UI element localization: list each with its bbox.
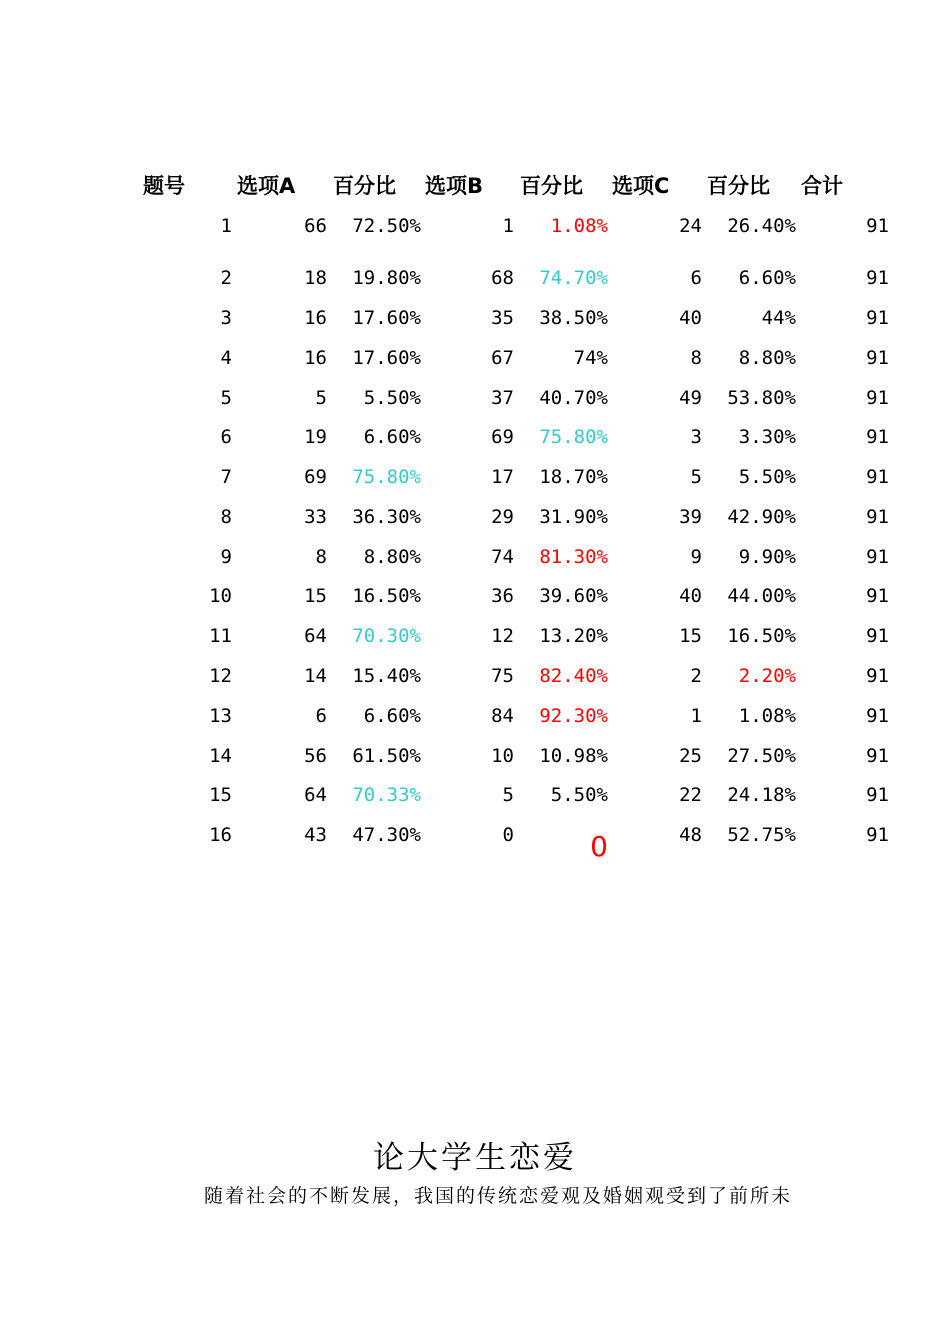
cell-option-a-percent: 70.33% bbox=[352, 784, 421, 806]
cell-option-c-count: 5 bbox=[690, 466, 702, 488]
cell-option-a-percent: 17.60% bbox=[352, 347, 421, 369]
cell-option-b-percent: 13.20% bbox=[539, 625, 608, 647]
cell-option-b-percent: 0 bbox=[590, 830, 608, 863]
cell-option-a-count: 33 bbox=[304, 506, 327, 528]
cell-option-c-percent: 26.40% bbox=[727, 215, 796, 237]
article-text: 随着社会的不断发展，我国的传统恋爱观及婚姻观受到了前所未 bbox=[203, 1185, 792, 1207]
cell-option-b-percent: 10.98% bbox=[539, 745, 608, 767]
cell-option-b-count: 0 bbox=[502, 824, 514, 846]
cell-option-a-percent: 8.80% bbox=[363, 546, 421, 568]
cell-total: 91 bbox=[866, 267, 889, 289]
cell-option-b-percent: 75.80% bbox=[539, 426, 608, 448]
header-option-b: 选项B bbox=[425, 174, 484, 198]
cell-option-a-count: 8 bbox=[315, 546, 327, 568]
cell-option-a-count: 16 bbox=[304, 347, 327, 369]
cell-option-a-percent: 72.50% bbox=[352, 215, 421, 237]
cell-total: 91 bbox=[866, 625, 889, 647]
cell-option-b-percent: 38.50% bbox=[539, 307, 608, 329]
cell-option-a-percent: 47.30% bbox=[352, 824, 421, 846]
cell-option-b-count: 67 bbox=[491, 347, 514, 369]
cell-question-no: 15 bbox=[209, 784, 232, 806]
cell-option-a-count: 5 bbox=[315, 387, 327, 409]
cell-option-b-count: 29 bbox=[491, 506, 514, 528]
cell-option-a-percent: 16.50% bbox=[352, 585, 421, 607]
cell-option-a-percent: 70.30% bbox=[352, 625, 421, 647]
cell-total: 91 bbox=[866, 215, 889, 237]
cell-option-b-count: 68 bbox=[491, 267, 514, 289]
cell-option-b-count: 35 bbox=[491, 307, 514, 329]
cell-total: 91 bbox=[866, 506, 889, 528]
cell-question-no: 9 bbox=[220, 546, 232, 568]
cell-question-no: 16 bbox=[209, 824, 232, 846]
cell-option-a-count: 56 bbox=[304, 745, 327, 767]
cell-option-c-count: 48 bbox=[679, 824, 702, 846]
cell-option-c-percent: 9.90% bbox=[738, 546, 796, 568]
cell-question-no: 14 bbox=[209, 745, 232, 767]
cell-option-a-percent: 6.60% bbox=[363, 705, 421, 727]
cell-option-c-count: 40 bbox=[679, 585, 702, 607]
cell-option-c-count: 8 bbox=[690, 347, 702, 369]
cell-option-c-count: 6 bbox=[690, 267, 702, 289]
cell-option-b-percent: 40.70% bbox=[539, 387, 608, 409]
cell-option-b-percent: 18.70% bbox=[539, 466, 608, 488]
cell-total: 91 bbox=[866, 665, 889, 687]
cell-option-a-percent: 5.50% bbox=[363, 387, 421, 409]
cell-option-c-count: 40 bbox=[679, 307, 702, 329]
cell-option-a-percent: 75.80% bbox=[352, 466, 421, 488]
cell-option-a-count: 14 bbox=[304, 665, 327, 687]
cell-option-b-percent: 74.70% bbox=[539, 267, 608, 289]
cell-question-no: 10 bbox=[209, 585, 232, 607]
cell-option-b-count: 75 bbox=[491, 665, 514, 687]
cell-option-b-percent: 92.30% bbox=[539, 705, 608, 727]
cell-question-no: 12 bbox=[209, 665, 232, 687]
cell-option-c-count: 3 bbox=[690, 426, 702, 448]
cell-question-no: 13 bbox=[209, 705, 232, 727]
cell-option-a-count: 18 bbox=[304, 267, 327, 289]
cell-option-c-percent: 53.80% bbox=[727, 387, 796, 409]
cell-option-a-percent: 6.60% bbox=[363, 426, 421, 448]
cell-option-b-percent: 5.50% bbox=[550, 784, 608, 806]
cell-option-c-count: 2 bbox=[690, 665, 702, 687]
cell-option-c-percent: 2.20% bbox=[738, 665, 796, 687]
cell-question-no: 3 bbox=[220, 307, 232, 329]
cell-total: 91 bbox=[866, 347, 889, 369]
cell-option-a-count: 64 bbox=[304, 784, 327, 806]
cell-option-b-percent: 1.08% bbox=[550, 215, 608, 237]
cell-option-c-count: 39 bbox=[679, 506, 702, 528]
cell-option-a-count: 43 bbox=[304, 824, 327, 846]
header-percent-b: 百分比 bbox=[520, 174, 583, 198]
header-option-c: 选项C bbox=[612, 174, 670, 198]
cell-option-b-count: 5 bbox=[502, 784, 514, 806]
cell-total: 91 bbox=[866, 307, 889, 329]
cell-option-c-count: 15 bbox=[679, 625, 702, 647]
cell-option-a-count: 66 bbox=[304, 215, 327, 237]
cell-option-a-percent: 19.80% bbox=[352, 267, 421, 289]
cell-option-a-count: 15 bbox=[304, 585, 327, 607]
cell-total: 91 bbox=[866, 546, 889, 568]
cell-option-c-count: 22 bbox=[679, 784, 702, 806]
cell-option-c-percent: 1.08% bbox=[738, 705, 796, 727]
cell-question-no: 7 bbox=[220, 466, 232, 488]
cell-option-c-percent: 27.50% bbox=[727, 745, 796, 767]
cell-option-a-count: 16 bbox=[304, 307, 327, 329]
cell-option-b-count: 37 bbox=[491, 387, 514, 409]
cell-option-a-percent: 61.50% bbox=[352, 745, 421, 767]
header-percent-a: 百分比 bbox=[333, 174, 396, 198]
cell-option-c-count: 49 bbox=[679, 387, 702, 409]
cell-question-no: 5 bbox=[220, 387, 232, 409]
cell-option-a-percent: 17.60% bbox=[352, 307, 421, 329]
cell-option-a-count: 69 bbox=[304, 466, 327, 488]
cell-option-c-percent: 44.00% bbox=[727, 585, 796, 607]
cell-option-a-count: 64 bbox=[304, 625, 327, 647]
cell-option-b-count: 1 bbox=[502, 215, 514, 237]
cell-option-a-count: 19 bbox=[304, 426, 327, 448]
cell-option-c-percent: 8.80% bbox=[738, 347, 796, 369]
cell-option-b-percent: 31.90% bbox=[539, 506, 608, 528]
cell-option-c-percent: 24.18% bbox=[727, 784, 796, 806]
cell-option-a-percent: 36.30% bbox=[352, 506, 421, 528]
cell-option-a-count: 6 bbox=[315, 705, 327, 727]
cell-question-no: 1 bbox=[220, 215, 232, 237]
cell-option-c-percent: 16.50% bbox=[727, 625, 796, 647]
cell-option-c-percent: 5.50% bbox=[738, 466, 796, 488]
cell-question-no: 6 bbox=[220, 426, 232, 448]
cell-total: 91 bbox=[866, 745, 889, 767]
cell-total: 91 bbox=[866, 705, 889, 727]
cell-option-a-percent: 15.40% bbox=[352, 665, 421, 687]
cell-option-b-count: 69 bbox=[491, 426, 514, 448]
cell-option-c-percent: 52.75% bbox=[727, 824, 796, 846]
cell-option-b-percent: 74% bbox=[573, 347, 608, 369]
cell-option-b-percent: 39.60% bbox=[539, 585, 608, 607]
cell-question-no: 8 bbox=[220, 506, 232, 528]
cell-option-b-count: 36 bbox=[491, 585, 514, 607]
cell-question-no: 4 bbox=[220, 347, 232, 369]
header-option-a: 选项A bbox=[237, 174, 296, 198]
cell-option-c-percent: 44% bbox=[761, 307, 796, 329]
cell-option-b-count: 12 bbox=[491, 625, 514, 647]
cell-option-c-count: 9 bbox=[690, 546, 702, 568]
cell-option-c-count: 25 bbox=[679, 745, 702, 767]
cell-option-b-count: 84 bbox=[491, 705, 514, 727]
cell-option-b-percent: 82.40% bbox=[539, 665, 608, 687]
cell-option-b-count: 74 bbox=[491, 546, 514, 568]
cell-option-c-percent: 42.90% bbox=[727, 506, 796, 528]
cell-option-b-percent: 81.30% bbox=[539, 546, 608, 568]
header-total: 合计 bbox=[801, 174, 843, 198]
cell-total: 91 bbox=[866, 387, 889, 409]
cell-total: 91 bbox=[866, 585, 889, 607]
cell-question-no: 11 bbox=[209, 625, 232, 647]
header-no: 题号 bbox=[143, 174, 185, 198]
cell-option-b-count: 17 bbox=[491, 466, 514, 488]
cell-question-no: 2 bbox=[220, 267, 232, 289]
cell-option-c-percent: 6.60% bbox=[738, 267, 796, 289]
cell-option-c-count: 24 bbox=[679, 215, 702, 237]
cell-total: 91 bbox=[866, 784, 889, 806]
cell-option-c-count: 1 bbox=[690, 705, 702, 727]
article-title: 论大学生恋爱 bbox=[373, 1140, 577, 1176]
header-percent-c: 百分比 bbox=[707, 174, 770, 198]
cell-total: 91 bbox=[866, 824, 889, 846]
cell-option-b-count: 10 bbox=[491, 745, 514, 767]
cell-total: 91 bbox=[866, 466, 889, 488]
cell-option-c-percent: 3.30% bbox=[738, 426, 796, 448]
cell-total: 91 bbox=[866, 426, 889, 448]
